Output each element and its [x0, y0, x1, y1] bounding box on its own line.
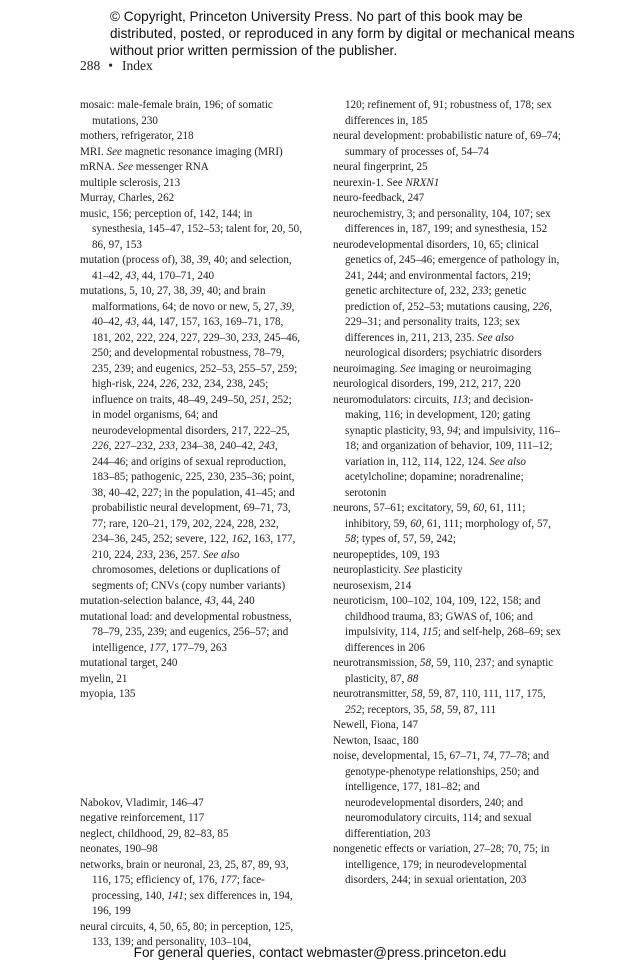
index-entry-neural-development: neural development: probabilistic nature of, 69–74; summary of processes of, 54–74 [333, 130, 561, 158]
index-entry-music: music, 156; perception of, 142, 144; in synesthesia, 145–47, 152–53; talent for, 20, 50, 86, 97, 153 [80, 207, 303, 251]
copyright-notice: © Copyright, Princeton University Press. No part of this book may be distributed, posted, or reproduced in any form by digital or mechanical means without prior written permission of the publisher. [110, 9, 575, 59]
index-entry-negative-reinforcement: negative reinforcement, 117 [80, 812, 205, 824]
page-number: 288 [80, 58, 101, 73]
index-entry-neurosexism: neurosexism, 214 [333, 579, 412, 592]
index-entry-mrna: mRNA. See messenger RNA [80, 161, 209, 173]
letter-group-gap [80, 703, 302, 796]
footer-contact: For general queries, contact webmaster@press.princeton.edu [133, 945, 507, 960]
index-entry-neuroimaging: neuroimaging. See imaging or neuroimaging [333, 362, 532, 375]
index-entry-neuroticism: neuroticism, 100–102, 104, 109, 122, 158; and childhood trauma, 83; GWAS of, 106; and impulsivity, 114, 115; and self-help, 268–69; sex differences in 206 [333, 595, 561, 654]
index-entry-neuropeptides: neuropeptides, 109, 193 [333, 548, 440, 561]
index-entry-neural-circuits-cont: 120; refinement of, 91; robustness of, 178; sex differences in, 185 [345, 99, 552, 127]
index-entry-neuro-feedback: neuro-feedback, 247 [333, 192, 425, 204]
index-entry-mosaic: mosaic: male-female brain, 196; of somatic mutations, 230 [80, 99, 273, 127]
index-entry-neuroplasticity: neuroplasticity. See plasticity [333, 564, 463, 576]
index-column-left [80, 98, 302, 951]
index-entry-neural-circuits: neural circuits, 4, 50, 65, 80; in perception, 125, 133, 139; and personality, 103–104, [80, 920, 294, 948]
bullet-separator: • [108, 58, 113, 73]
index-entry-networks: networks, brain or neuronal, 23, 25, 87, 89, 93, 116, 175; efficiency of, 176, 177; face-processing, 140, 141; sex differences in, 194, 196, 199 [80, 858, 293, 917]
index-entry-nabokov: Nabokov, Vladimir, 146–47 [80, 796, 204, 809]
index-entry-murray-charles: Murray, Charles, 262 [80, 192, 175, 204]
index-entry-noise-developmental: noise, developmental, 15, 67–71, 74, 77–78; and genotype-phenotype relationships, 250; and intelligence, 177, 181–82; and neurodevelopmental disorders, 240; and neuromodulatory circuits, 114; and sexual differentiation, 203 [333, 750, 549, 840]
index-entry-mutation-selection-balance: mutation-selection balance, 43, 44, 240 [80, 595, 255, 607]
index-entry-neural-fingerprint: neural fingerprint, 25 [333, 161, 428, 173]
index-entry-multiple-sclerosis: multiple sclerosis, 213 [80, 176, 181, 189]
index-column-right [333, 98, 563, 889]
index-entry-neurodevelopmental-disorders: neurodevelopmental disorders, 10, 65; clinical genetics of, 245–46; emergence of pathology in, 241, 244; and environmental factors, 219; genetic architecture of, 232, 233; genetic prediction of, 252–53; mutations causing, 226, 229–31; and personality traits, 123; sex differences in, 211, 213, 235. See also neurological disorders; psychiatric disorders [333, 238, 560, 359]
index-entry-newell-fiona: Newell, Fiona, 147 [333, 719, 419, 731]
index-entry-neonates: neonates, 190–98 [80, 843, 158, 855]
index-entry-neurochemistry: neurochemistry, 3; and personality, 104, 107; sex differences in, 187, 199; and synesthesia, 152 [333, 207, 551, 235]
running-head-title: Index [121, 58, 153, 73]
index-entry-neurotransmission: neurotransmission, 58, 59, 110, 237; and synaptic plasticity, 87, 88 [333, 657, 554, 685]
index-entry-mutational-load: mutational load: and developmental robustness, 78–79, 235, 239; and eugenics, 256–57; and intelligence, 177, 177–79, 263 [80, 610, 292, 654]
index-entry-mri: MRI. See magnetic resonance imaging (MRI) [80, 145, 283, 158]
index-entry-myelin: myelin, 21 [80, 672, 128, 685]
index-entry-neurons: neurons, 57–61; excitatory, 59, 60, 61, 111; inhibitory, 59, 60, 61, 111; morphology of, 57, 58; types of, 57, 59, 242; [333, 502, 551, 545]
running-head [80, 58, 153, 74]
index-entry-mutations: mutations, 5, 10, 27, 38, 39, 40; and brain malformations, 64; de novo or new, 5, 27, 39, 40–42, 43, 44, 147, 157, 163, 169–71, 178, 181, 202, 222, 224, 227, 229–30, 233, 245–46, 250; and developmental robustness, 78–79, 235, 239; and eugenics, 252–53, 255–57, 259; high-risk, 224, 226, 232, 234, 238, 245; influence on traits, 48–49, 249–50, 251, 252; in model organisms, 64; and neurodevelopmental disorders, 217, 222–25, 226, 227–232, 233, 234–38, 240–42, 243, 244–46; and origins of sexual reproduction, 183–85; pathogenic, 225, 230, 235–36; point, 38, 40–42, 227; in the population, 41–45; and probabilistic neural development, 69–71, 73, 77; rare, 120–21, 179, 202, 224, 228, 232, 234–36, 245, 252; severe, 122, 162, 163, 177, 210, 224, 233, 236, 257. See also chromosomes, deletions or duplications of segments of; CNVs (copy number variants) [80, 285, 301, 592]
index-entry-myopia: myopia, 135 [80, 688, 136, 700]
index-entry-mutational-target: mutational target, 240 [80, 657, 178, 669]
index-entry-mothers-refrigerator: mothers, refrigerator, 218 [80, 130, 194, 142]
index-entry-neglect-childhood: neglect, childhood, 29, 82–83, 85 [80, 827, 229, 840]
index-entry-nongenetic-effects: nongenetic effects or variation, 27–28; 70, 75; in intelligence, 179; in neurodevelopmental disorders, 244; in sexual orientation, 203 [333, 843, 550, 886]
index-entry-neurexin-1: neurexin-1. See NRXN1 [333, 176, 440, 189]
index-entry-neurotransmitter: neurotransmitter, 58, 59, 87, 110, 111, 117, 175, 252; receptors, 35, 58, 59, 87, 111 [333, 688, 546, 716]
index-entry-mutation-process: mutation (process of), 38, 39, 40; and selection, 41–42, 43, 44, 170–71, 240 [80, 254, 292, 282]
index-entry-neuromodulators: neuromodulators: circuits, 113; and decision-making, 116; in development, 120; gating synaptic plasticity, 93, 94; and impulsivity, 116–18; and organization of behavior, 109, 111–12; variation in, 112, 114, 122, 124. See also acetylcholine; dopamine; noradrenaline; serotonin [333, 393, 560, 499]
index-entry-newton-isaac: Newton, Isaac, 180 [333, 734, 419, 747]
index-entry-neurological-disorders: neurological disorders, 199, 212, 217, 220 [333, 378, 521, 390]
